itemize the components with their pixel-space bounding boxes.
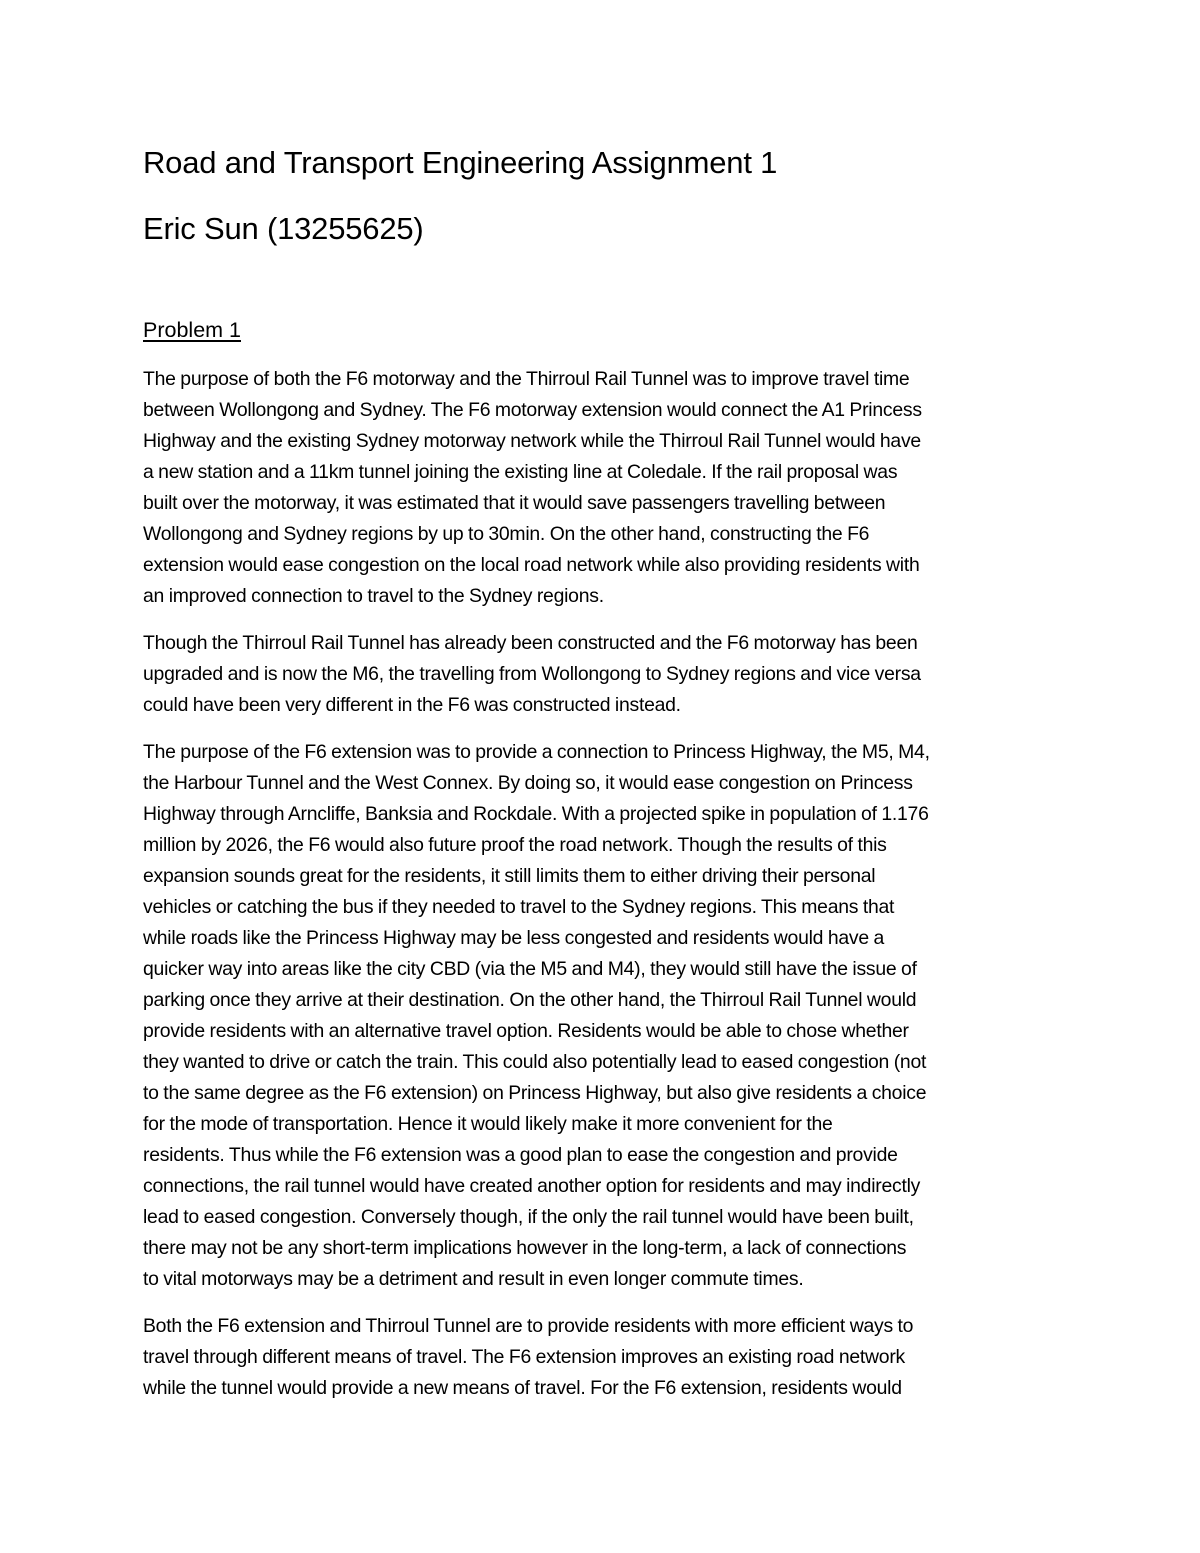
text-line: provide residents with an alternative travel option. Residents would be able to chose whether xyxy=(143,1020,909,1042)
text-line: travel through different means of travel. The F6 extension improves an existing road network xyxy=(143,1346,905,1368)
text-line: lead to eased congestion. Conversely though, if the only the rail tunnel would have been built, xyxy=(143,1206,914,1228)
text-line: connections, the rail tunnel would have created another option for residents and may indirectly xyxy=(143,1175,921,1197)
text-line: could have been very different in the F6 was constructed instead. xyxy=(143,694,681,716)
text-line: million by 2026, the F6 would also future proof the road network. Though the results of this xyxy=(143,834,887,856)
text-line: Highway and the existing Sydney motorway network while the Thirroul Rail Tunnel would have xyxy=(143,430,921,452)
text-line: they wanted to drive or catch the train. This could also potentially lead to eased congestion (not xyxy=(143,1051,927,1073)
text-line: vehicles or catching the bus if they needed to travel to the Sydney regions. This means that xyxy=(143,896,895,918)
body-text xyxy=(143,364,1063,1420)
text-line: Highway through Arncliffe, Banksia and Rockdale. With a projected spike in population of 1.176 xyxy=(143,803,929,825)
text-line: built over the motorway, it was estimated that it would save passengers travelling between xyxy=(143,492,886,514)
text-line: quicker way into areas like the city CBD (via the M5 and M4), they would still have the issue of xyxy=(143,958,917,980)
text-line: upgraded and is now the M6, the travelling from Wollongong to Sydney regions and vice versa xyxy=(143,663,921,685)
paragraph xyxy=(143,1311,1063,1404)
text-line: an improved connection to travel to the Sydney regions. xyxy=(143,585,604,607)
text-line: to vital motorways may be a detriment and result in even longer commute times. xyxy=(143,1268,804,1290)
paragraph xyxy=(143,628,1063,721)
text-line: while the tunnel would provide a new means of travel. For the F6 extension, residents would xyxy=(143,1377,902,1399)
text-line: the Harbour Tunnel and the West Connex. By doing so, it would ease congestion on Princess xyxy=(143,772,913,794)
text-line: parking once they arrive at their destination. On the other hand, the Thirroul Rail Tunnel would xyxy=(143,989,917,1011)
paragraph xyxy=(143,737,1063,1295)
text-line: Though the Thirroul Rail Tunnel has already been constructed and the F6 motorway has been xyxy=(143,632,918,654)
text-line: there may not be any short-term implications however in the long-term, a lack of connections xyxy=(143,1237,907,1259)
paragraph xyxy=(143,364,1063,612)
author-line: Eric Sun (13255625) xyxy=(143,211,424,246)
text-line: a new station and a 11km tunnel joining the existing line at Coledale. If the rail proposal was xyxy=(143,461,898,483)
text-line: between Wollongong and Sydney. The F6 motorway extension would connect the A1 Princess xyxy=(143,399,922,421)
text-line: residents. Thus while the F6 extension was a good plan to ease the congestion and provide xyxy=(143,1144,898,1166)
text-line: while roads like the Princess Highway may be less congested and residents would have a xyxy=(143,927,885,949)
text-line: The purpose of the F6 extension was to provide a connection to Princess Highway, the M5, M4, xyxy=(143,741,930,763)
document-title: Road and Transport Engineering Assignment 1 xyxy=(143,145,778,180)
text-line: The purpose of both the F6 motorway and the Thirroul Rail Tunnel was to improve travel time xyxy=(143,368,910,390)
text-line: Wollongong and Sydney regions by up to 30min. On the other hand, constructing the F6 xyxy=(143,523,870,545)
section-heading: Problem 1 xyxy=(143,318,241,342)
text-line: Both the F6 extension and Thirroul Tunnel are to provide residents with more efficient ways to xyxy=(143,1315,914,1337)
text-line: to the same degree as the F6 extension) on Princess Highway, but also give residents a choice xyxy=(143,1082,927,1104)
text-line: for the mode of transportation. Hence it would likely make it more convenient for the xyxy=(143,1113,833,1135)
text-line: expansion sounds great for the residents, it still limits them to either driving their personal xyxy=(143,865,876,887)
text-line: extension would ease congestion on the local road network while also providing residents with xyxy=(143,554,920,576)
